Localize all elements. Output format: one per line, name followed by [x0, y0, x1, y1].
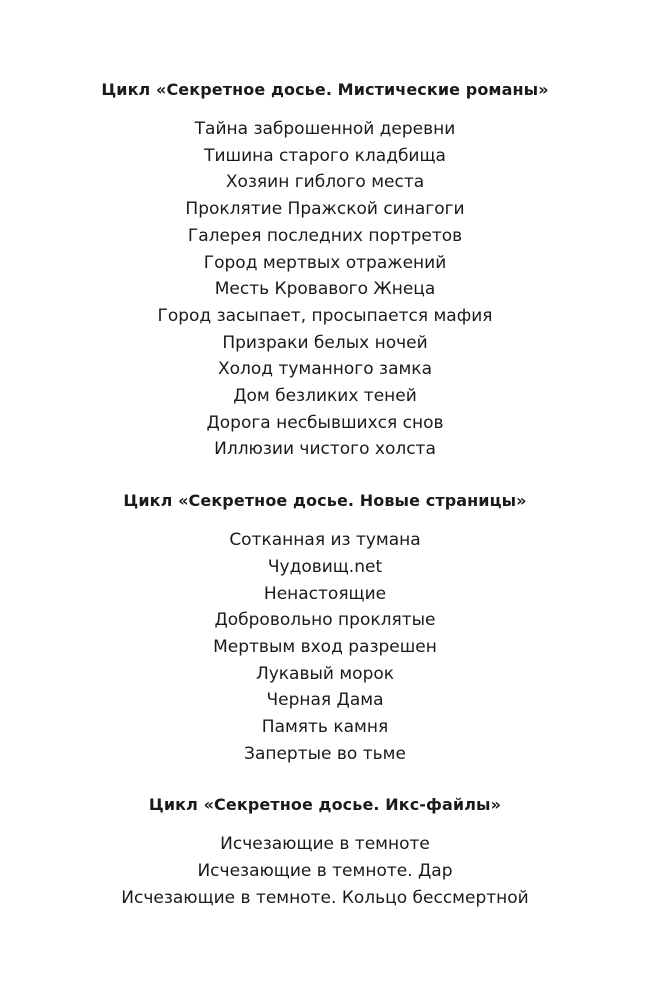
book-title: Черная Дама	[266, 690, 384, 711]
book-title: Лукавый морок	[255, 663, 395, 684]
book-title: Проклятие Пражской синагоги	[185, 199, 465, 220]
book-title: Исчезающие в темноте. Дар	[197, 861, 453, 882]
book-title-list	[0, 527, 650, 767]
book-title: Тайна заброшенной деревни	[194, 119, 456, 139]
book-title: Чудовищ.net	[267, 556, 383, 577]
book-title: Галерея последних портретов	[187, 225, 463, 246]
series-heading: Цикл «Секретное досье. Икс-файлы»	[148, 795, 502, 815]
book-title: Запертые во тьме	[244, 743, 406, 764]
book-title: Месть Кровавого Жнеца	[214, 279, 436, 300]
book-title: Холод туманного замка	[217, 359, 432, 380]
series-section-mystic-novels	[0, 77, 650, 463]
book-title: Мертвым вход разрешен	[213, 636, 437, 657]
book-title: Хозяин гиблого места	[225, 172, 425, 193]
book-title: Дом безликих теней	[233, 386, 417, 407]
series-section-x-files	[0, 792, 650, 911]
book-title: Иллюзии чистого холста	[214, 439, 436, 460]
series-heading: Цикл «Секретное досье. Новые страницы»	[123, 491, 527, 511]
book-title: Город мертвых отражений	[203, 252, 447, 273]
book-title: Сотканная из тумана	[229, 530, 421, 551]
book-title-list	[0, 116, 650, 463]
book-title: Город засыпает, просыпается мафия	[157, 305, 493, 326]
book-title: Добровольно проклятые	[214, 610, 436, 631]
book-title: Дорога несбывшихся снов	[206, 412, 444, 433]
book-title: Исчезающие в темноте. Кольцо бессмертной	[121, 887, 529, 908]
series-section-new-pages	[0, 488, 650, 767]
book-title-list	[0, 831, 650, 911]
book-title: Память камня	[261, 717, 389, 738]
series-heading: Цикл «Секретное досье. Мистические романы»	[101, 80, 549, 99]
book-title: Ненастоящие	[263, 583, 387, 604]
book-title: Исчезающие в темноте	[220, 834, 430, 855]
book-title: Тишина старого кладбища	[204, 145, 446, 166]
book-title: Призраки белых ночей	[222, 332, 428, 353]
